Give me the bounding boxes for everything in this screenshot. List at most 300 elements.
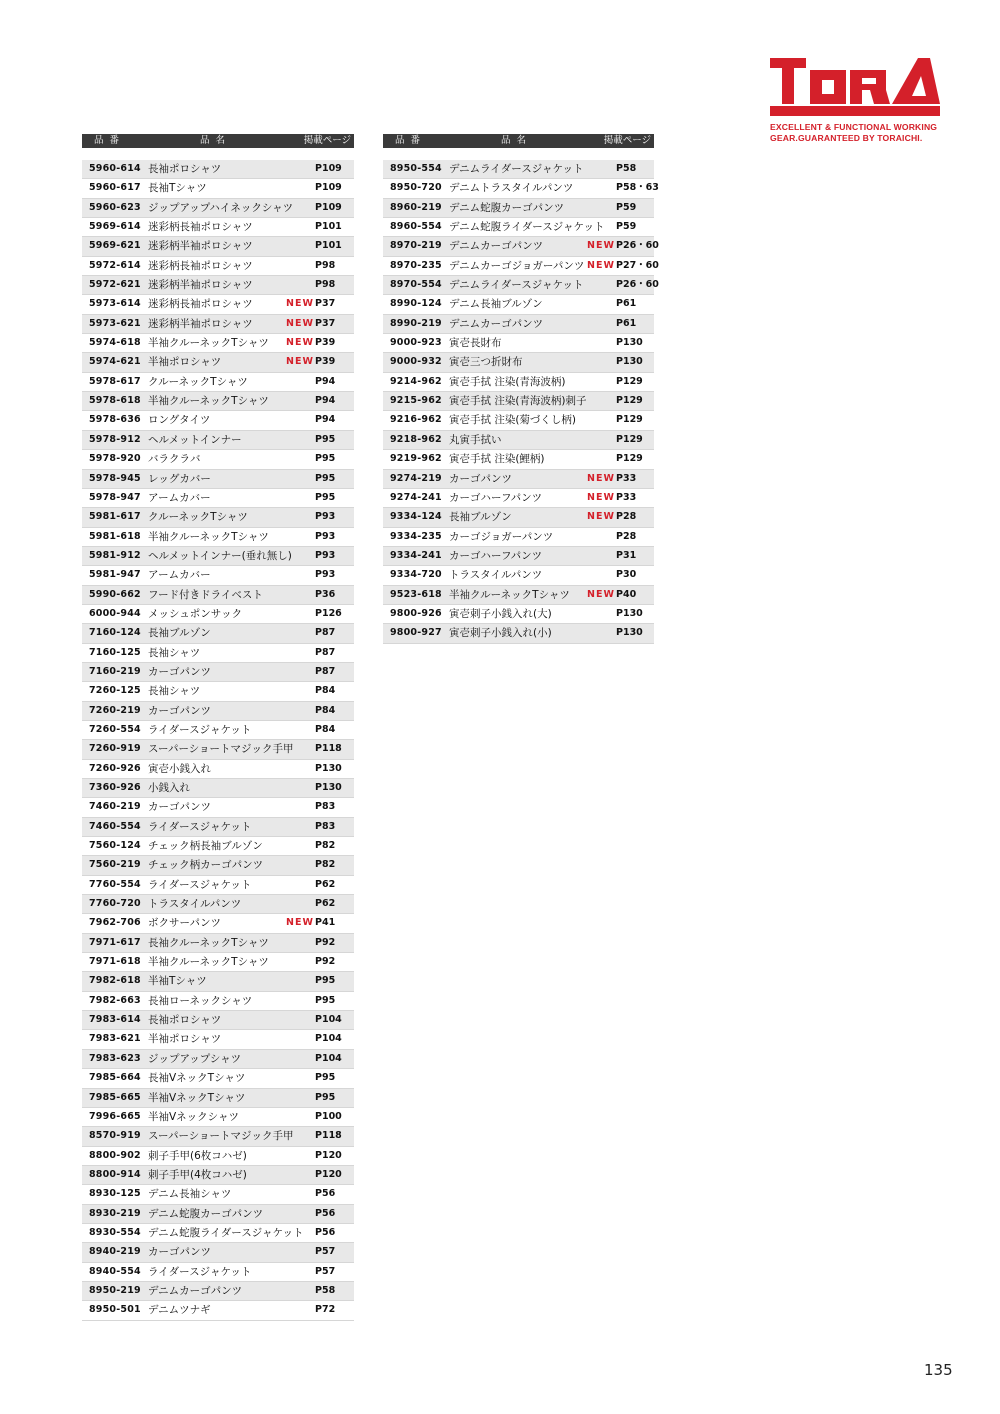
product-code: 5973-614 — [89, 298, 141, 310]
header-code: 品番 — [395, 135, 427, 146]
new-badge: NEW — [587, 491, 615, 503]
catalog-page: P95 — [315, 453, 336, 465]
table-row — [82, 876, 354, 895]
catalog-page: P130 — [616, 356, 643, 368]
table-row — [383, 450, 654, 469]
product-code: 7971-618 — [89, 956, 141, 968]
table-row — [383, 218, 654, 237]
product-name: カーゴジョガーパンツ — [449, 530, 554, 543]
catalog-page: P98 — [315, 259, 336, 271]
product-name: デニムカーゴパンツ — [449, 317, 544, 330]
product-code: 8990-219 — [390, 317, 442, 329]
table-row — [82, 237, 354, 256]
product-name: 半袖クルーネックTシャツ — [449, 588, 570, 601]
product-code: 5974-621 — [89, 356, 141, 368]
table-row — [82, 295, 354, 314]
catalog-page: P72 — [315, 1304, 336, 1316]
table-row — [82, 392, 354, 411]
table-header — [82, 134, 354, 148]
product-name: ライダースジャケット — [148, 1265, 252, 1278]
table-row — [82, 895, 354, 914]
catalog-page: P92 — [315, 956, 336, 968]
product-name: デニム蛇腹カーゴパンツ — [148, 1207, 264, 1220]
product-code: 5978-920 — [89, 453, 141, 465]
product-code: 5981-618 — [89, 530, 141, 542]
product-name: 長袖ポロシャツ — [148, 1014, 222, 1027]
product-name: デニム蛇腹ライダースジャケット — [148, 1226, 304, 1239]
product-code: 9214-962 — [390, 375, 442, 387]
table-row — [82, 1263, 354, 1282]
product-name: 小銭入れ — [148, 782, 190, 794]
product-code: 8800-914 — [89, 1168, 141, 1180]
product-code: 8950-219 — [89, 1284, 141, 1296]
product-code: 5981-947 — [89, 569, 141, 581]
product-name: チェック柄長袖ブルゾン — [148, 840, 263, 853]
catalog-page: P83 — [315, 801, 336, 813]
table-row — [82, 586, 354, 605]
catalog-page: P94 — [315, 395, 336, 407]
product-code: 7160-124 — [89, 627, 141, 639]
table-row — [82, 953, 354, 972]
product-code: 7460-554 — [89, 820, 141, 832]
product-name: 長袖Tシャツ — [148, 182, 207, 195]
product-code: 5960-617 — [89, 182, 141, 194]
catalog-page: P104 — [315, 1052, 342, 1064]
catalog-page: P59 — [616, 221, 637, 233]
product-code: 7971-617 — [89, 936, 141, 948]
header-name: 品名 — [200, 135, 232, 146]
product-name: デニムライダースジャケット — [449, 279, 584, 292]
catalog-page: P93 — [315, 549, 336, 561]
header-page: 掲載ページ — [303, 135, 351, 146]
product-code: 7460-219 — [89, 801, 141, 813]
new-badge: NEW — [286, 356, 314, 368]
page-number: 135 — [924, 1361, 953, 1379]
product-code: 7983-614 — [89, 1014, 141, 1026]
product-name: 半袖クルーネックTシャツ — [148, 395, 269, 408]
catalog-page: P93 — [315, 569, 336, 581]
product-name: 寅壱小銭入れ — [148, 762, 211, 775]
product-name: 寅壱三つ折財布 — [449, 356, 523, 369]
product-code: 9274-219 — [390, 472, 442, 484]
catalog-page: P104 — [315, 1014, 342, 1026]
table-row — [383, 373, 654, 392]
product-name: 長袖VネックTシャツ — [148, 1072, 246, 1085]
table-row — [82, 934, 354, 953]
product-name: 寅壱手拭 注染(青海波柄) — [449, 375, 566, 388]
catalog-page: P36 — [315, 588, 336, 600]
product-code: 7982-663 — [89, 994, 141, 1006]
product-code: 5960-623 — [89, 201, 141, 213]
table-row — [82, 837, 354, 856]
table-row — [383, 276, 659, 295]
table-row — [383, 566, 654, 585]
catalog-page: P95 — [315, 994, 336, 1006]
catalog-page: P130 — [616, 607, 643, 619]
catalog-page: P120 — [315, 1149, 342, 1161]
table-row — [82, 276, 354, 295]
product-code: 5978-912 — [89, 433, 141, 445]
product-code: 8970-219 — [390, 240, 442, 252]
new-badge: NEW — [587, 240, 615, 252]
product-code: 6000-944 — [89, 607, 141, 619]
product-name: 長袖ブルゾン — [449, 511, 512, 524]
table-row — [82, 508, 354, 527]
product-name: デニムカーゴパンツ — [148, 1284, 243, 1297]
table-row — [82, 179, 354, 198]
catalog-page: P95 — [315, 472, 336, 484]
brand-logo — [770, 58, 942, 144]
product-name: クルーネックTシャツ — [148, 511, 248, 524]
catalog-page: P59 — [616, 201, 637, 213]
catalog-page: P129 — [616, 395, 643, 407]
catalog-page: P56 — [315, 1188, 336, 1200]
product-code: 8930-125 — [89, 1188, 141, 1200]
product-code: 5960-614 — [89, 163, 141, 174]
product-name: 長袖シャツ — [148, 646, 201, 659]
catalog-page: P104 — [315, 1033, 342, 1045]
new-badge: NEW — [587, 472, 615, 484]
product-name: デニムトラスタイルパンツ — [449, 182, 574, 195]
table-row — [82, 566, 354, 585]
table-row — [82, 972, 354, 991]
tora-logo-icon — [770, 58, 940, 116]
table-row — [82, 644, 354, 663]
product-name: 寅壱手拭 注染(菊づくし柄) — [449, 414, 577, 427]
table-row — [82, 411, 354, 430]
table-row — [383, 624, 654, 643]
table-row — [383, 334, 654, 353]
product-name: フード付きドライベスト — [148, 588, 263, 601]
table-row — [82, 1205, 354, 1224]
product-code: 5981-912 — [89, 549, 141, 561]
product-name: カーゴハーフパンツ — [449, 549, 543, 562]
new-badge: NEW — [587, 588, 615, 600]
product-name: バラクラバ — [148, 453, 201, 466]
table-row — [82, 257, 354, 276]
table-row — [82, 818, 354, 837]
table-row — [383, 605, 654, 624]
catalog-page: P56 — [315, 1207, 336, 1219]
product-code: 5969-621 — [89, 240, 141, 252]
table-header — [383, 134, 654, 148]
product-name: アームカバー — [148, 569, 211, 582]
table-row — [82, 1185, 354, 1204]
table-row — [82, 489, 354, 508]
table-row — [82, 315, 354, 334]
product-name: トラスタイルパンツ — [148, 898, 242, 911]
product-code: 8950-720 — [390, 182, 442, 194]
product-code: 5978-947 — [89, 491, 141, 503]
table-row — [383, 257, 659, 276]
catalog-page: P98 — [315, 279, 336, 291]
product-name: ヘルメットインナー — [148, 433, 242, 446]
product-name: クルーネックTシャツ — [148, 375, 248, 388]
product-name: 長袖ポロシャツ — [148, 163, 222, 175]
product-name: デニムカーゴジョガーパンツ — [449, 259, 585, 272]
table-row — [82, 431, 354, 450]
product-name: 丸寅手拭い — [449, 433, 502, 446]
product-name: 半袖ポロシャツ — [148, 356, 222, 369]
product-name: デニムカーゴパンツ — [449, 240, 544, 253]
product-code: 8800-902 — [89, 1149, 141, 1161]
catalog-page: P120 — [315, 1168, 342, 1180]
catalog-page: P129 — [616, 453, 643, 465]
header-page: 掲載ページ — [603, 135, 651, 146]
catalog-page: P37 — [315, 298, 336, 310]
table-row — [383, 528, 654, 547]
catalog-page: P100 — [315, 1110, 342, 1122]
table-row — [383, 586, 654, 605]
index-table-left — [82, 134, 354, 1321]
new-badge: NEW — [286, 337, 314, 349]
table-row — [82, 450, 354, 469]
catalog-page: P129 — [616, 433, 643, 445]
product-name: 寅壱刺子小銭入れ(小) — [449, 627, 552, 640]
catalog-page: P101 — [315, 221, 342, 233]
product-code: 7160-125 — [89, 646, 141, 658]
catalog-page: P30 — [616, 569, 637, 581]
product-code: 8940-554 — [89, 1265, 141, 1277]
product-code: 5978-618 — [89, 395, 141, 407]
product-code: 5981-617 — [89, 511, 141, 523]
product-name: デニム蛇腹カーゴパンツ — [449, 201, 565, 214]
table-row — [82, 1089, 354, 1108]
product-code: 5990-662 — [89, 588, 141, 600]
catalog-page: P130 — [315, 782, 342, 793]
catalog-page: P37 — [315, 317, 336, 329]
product-code: 8960-554 — [390, 221, 442, 233]
product-code: 7260-926 — [89, 762, 141, 774]
product-name: 半袖クルーネックTシャツ — [148, 337, 269, 350]
product-name: デニムツナギ — [148, 1304, 211, 1317]
product-name: 長袖ローネックシャツ — [148, 994, 253, 1007]
product-code: 8970-235 — [390, 259, 442, 271]
catalog-page: P130 — [315, 762, 342, 774]
product-name: 迷彩柄長袖ポロシャツ — [148, 259, 253, 272]
catalog-page: P118 — [315, 743, 342, 755]
product-name: 半袖ポロシャツ — [148, 1033, 222, 1046]
catalog-page: P28 — [616, 530, 637, 542]
product-name: ライダースジャケット — [148, 723, 252, 736]
catalog-page: P87 — [315, 646, 336, 658]
catalog-page: P94 — [315, 375, 336, 387]
product-name: 長袖ブルゾン — [148, 627, 211, 640]
product-name: 寅壱手拭 注染(青海波柄)刺子 — [449, 395, 587, 408]
product-name: 半袖クルーネックTシャツ — [148, 530, 269, 543]
table-row — [383, 392, 654, 411]
product-name: 長袖シャツ — [148, 685, 201, 698]
table-row — [383, 431, 654, 450]
product-name: 迷彩柄長袖ポロシャツ — [148, 298, 253, 311]
product-code: 5974-618 — [89, 337, 141, 349]
product-name: スーパーショートマジック手甲 — [148, 1130, 294, 1143]
product-code: 7985-664 — [89, 1072, 141, 1084]
catalog-page: P58・63 — [616, 182, 659, 194]
catalog-page: P84 — [315, 723, 336, 735]
product-code: 7962-706 — [89, 917, 141, 929]
table-row — [383, 547, 654, 566]
product-name: カーゴハーフパンツ — [449, 491, 543, 504]
product-name: ジップアップシャツ — [148, 1052, 242, 1065]
catalog-page: P118 — [315, 1130, 342, 1142]
table-row — [383, 199, 654, 218]
table-row — [82, 605, 354, 624]
table-row — [82, 1224, 354, 1243]
table-row — [82, 218, 354, 237]
product-code: 9334-124 — [390, 511, 442, 523]
product-name: トラスタイルパンツ — [449, 569, 543, 582]
product-name: メッシュポンサック — [148, 607, 243, 620]
table-row — [82, 1147, 354, 1166]
product-code: 5978-636 — [89, 414, 141, 426]
table-row — [82, 682, 354, 701]
table-row — [82, 1243, 354, 1262]
product-name: 刺子手甲(6枚コハゼ) — [148, 1149, 247, 1162]
tagline-line-1: EXCELLENT & FUNCTIONAL WORKING — [770, 122, 938, 132]
table-row — [82, 624, 354, 643]
product-code: 8940-219 — [89, 1246, 141, 1258]
product-code: 5972-621 — [89, 279, 141, 291]
catalog-page: P95 — [315, 491, 336, 503]
product-code: 7760-554 — [89, 878, 141, 890]
product-name: カーゴパンツ — [148, 665, 211, 678]
table-row — [82, 1050, 354, 1069]
product-name: 寅壱長財布 — [449, 337, 502, 350]
product-code: 9523-618 — [390, 588, 442, 600]
product-code: 9000-923 — [390, 337, 442, 349]
product-code: 8960-219 — [390, 201, 442, 213]
table-row — [82, 334, 354, 353]
table-row — [82, 1166, 354, 1185]
catalog-page: P126 — [315, 607, 342, 619]
catalog-page: P61 — [616, 317, 637, 329]
table-row — [82, 528, 354, 547]
product-name: アームカバー — [148, 491, 211, 504]
catalog-page: P27・60 — [616, 259, 659, 271]
product-code: 7983-621 — [89, 1033, 141, 1045]
product-code: 8930-554 — [89, 1226, 141, 1238]
product-name: ボクサーパンツ — [148, 917, 221, 930]
table-row — [82, 1011, 354, 1030]
table-row — [82, 856, 354, 875]
new-badge: NEW — [587, 259, 615, 271]
product-code: 9334-235 — [390, 530, 442, 542]
product-name: ジップアップハイネックシャツ — [148, 201, 294, 214]
table-row — [82, 353, 354, 372]
product-code: 9274-241 — [390, 491, 442, 503]
catalog-page: P41 — [315, 917, 336, 929]
product-name: ライダースジャケット — [148, 878, 252, 891]
table-row — [82, 160, 354, 179]
product-code: 8990-124 — [390, 298, 442, 310]
table-row — [383, 160, 654, 179]
catalog-page: P58 — [616, 163, 637, 174]
table-row — [383, 470, 654, 489]
product-name: ロングタイツ — [148, 414, 211, 427]
product-code: 7985-665 — [89, 1091, 141, 1103]
product-code: 5969-614 — [89, 221, 141, 233]
table-rows — [383, 160, 659, 644]
catalog-page: P40 — [616, 588, 637, 600]
product-name: 迷彩柄長袖ポロシャツ — [148, 221, 253, 234]
product-code: 5978-945 — [89, 472, 141, 484]
table-row — [82, 547, 354, 566]
product-code: 9800-926 — [390, 607, 442, 619]
catalog-page: P92 — [315, 936, 336, 948]
table-row — [82, 1069, 354, 1088]
product-name: デニムライダースジャケット — [449, 163, 584, 175]
product-code: 7260-125 — [89, 685, 141, 697]
table-row — [82, 702, 354, 721]
table-row — [383, 508, 654, 527]
catalog-page: P33 — [616, 491, 637, 503]
table-row — [82, 470, 354, 489]
product-code: 9334-720 — [390, 569, 442, 581]
catalog-page: P109 — [315, 163, 342, 174]
table-row — [82, 1301, 354, 1320]
product-name: 迷彩柄半袖ポロシャツ — [148, 279, 253, 292]
table-row — [82, 914, 354, 933]
product-name: カーゴパンツ — [148, 1246, 211, 1259]
catalog-page: P109 — [315, 201, 342, 213]
new-badge: NEW — [286, 298, 314, 310]
catalog-page: P82 — [315, 840, 336, 852]
product-name: 半袖クルーネックTシャツ — [148, 956, 269, 969]
catalog-page: P83 — [315, 820, 336, 832]
table-row — [383, 237, 659, 256]
product-name: カーゴパンツ — [148, 704, 211, 717]
catalog-page: P130 — [616, 627, 643, 639]
product-name: レッグカバー — [148, 472, 211, 485]
product-name: デニム長袖シャツ — [148, 1188, 232, 1201]
product-code: 5973-621 — [89, 317, 141, 329]
table-row — [82, 992, 354, 1011]
product-code: 9800-927 — [390, 627, 442, 639]
new-badge: NEW — [587, 511, 615, 523]
catalog-page: P62 — [315, 898, 336, 910]
product-code: 8950-554 — [390, 163, 442, 174]
catalog-page: P87 — [315, 627, 336, 639]
table-row — [82, 721, 354, 740]
tagline-line-2: GEAR.GUARANTEED BY TORAICHI. — [770, 133, 923, 143]
catalog-page: P95 — [315, 1072, 336, 1084]
product-code: 7982-618 — [89, 975, 141, 987]
table-row — [82, 798, 354, 817]
product-name: 寅壱刺子小銭入れ(大) — [449, 607, 552, 620]
new-badge: NEW — [286, 917, 314, 929]
product-code: 7560-124 — [89, 840, 141, 852]
catalog-page: P109 — [315, 182, 342, 194]
catalog-page: P93 — [315, 530, 336, 542]
table-row — [383, 411, 654, 430]
product-code: 7996-665 — [89, 1110, 141, 1122]
product-name: カーゴパンツ — [449, 472, 512, 485]
catalog-page: P95 — [315, 433, 336, 445]
index-table-right — [383, 134, 659, 644]
table-row — [82, 1127, 354, 1146]
product-code: 7983-623 — [89, 1052, 141, 1064]
product-name: チェック柄カーゴパンツ — [148, 859, 264, 872]
product-name: 寅壱手拭 注染(鯉柄) — [449, 453, 545, 466]
product-code: 8970-554 — [390, 279, 442, 291]
product-name: デニム蛇腹ライダースジャケット — [449, 221, 605, 234]
product-code: 8570-919 — [89, 1130, 141, 1142]
table-row — [82, 779, 354, 798]
catalog-page: P87 — [315, 665, 336, 677]
product-code: 8950-501 — [89, 1304, 141, 1316]
product-name: 迷彩柄半袖ポロシャツ — [148, 317, 253, 330]
